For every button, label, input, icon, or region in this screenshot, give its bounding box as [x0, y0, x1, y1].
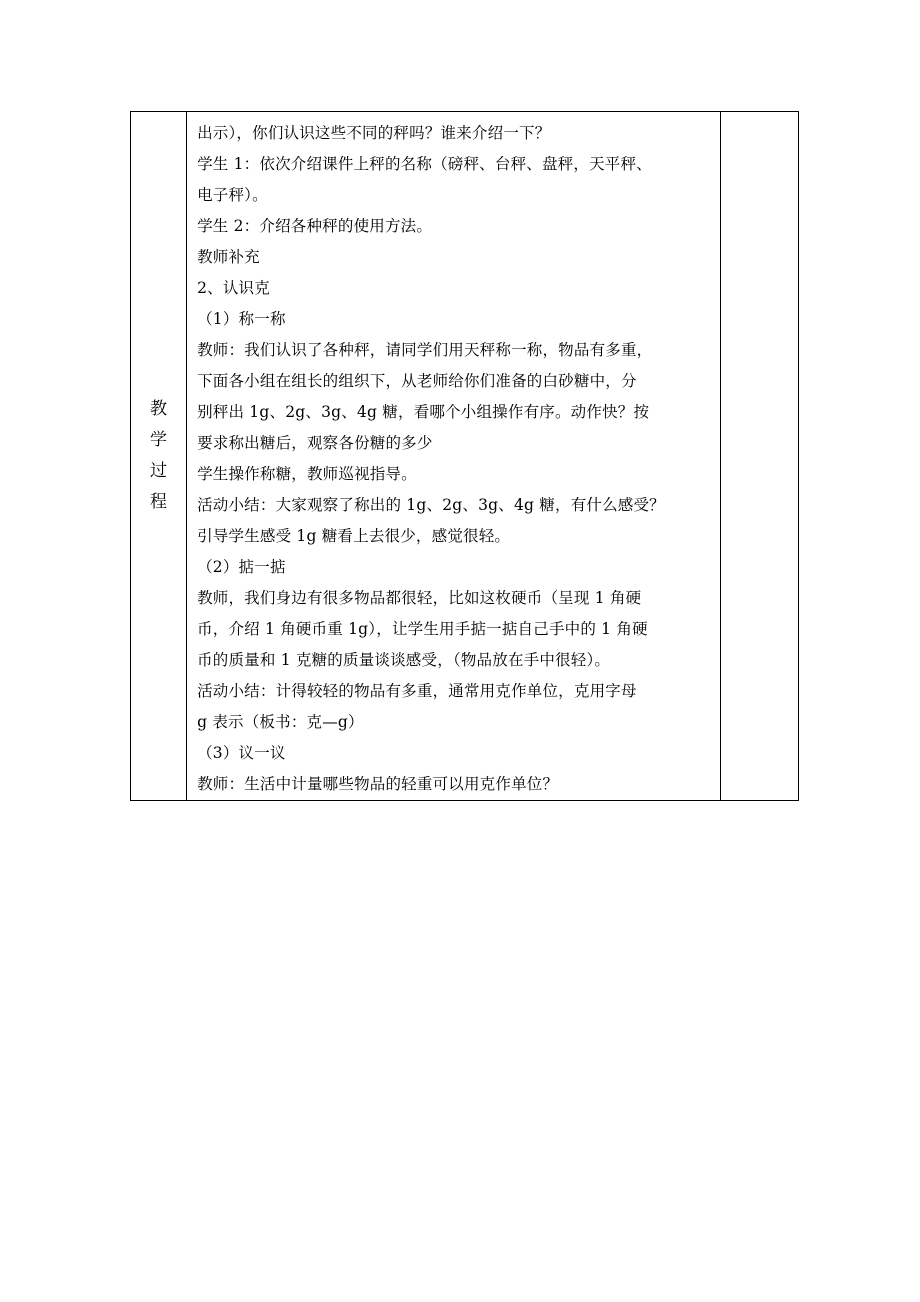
text-line: 活动小结：计得较轻的物品有多重，通常用克作单位，克用字母 [197, 682, 637, 700]
lesson-plan-table [130, 111, 799, 801]
text-line: g 表示（板书：克—g） [197, 713, 364, 731]
text-line: （3）议一议 [197, 744, 286, 762]
text-line: （2）掂一掂 [197, 558, 286, 576]
section-label-char: 过 [150, 461, 168, 481]
section-label-char: 学 [150, 430, 168, 450]
text-line: 教师：生活中计量哪些物品的轻重可以用克作单位？ [197, 775, 559, 793]
text-line: 2、认识克 [197, 279, 270, 297]
text-line: 学生 1：依次介绍课件上秤的名称（磅秤、台秤、盘秤，天平秤、 [197, 155, 652, 173]
text-line: 电子秤）。 [197, 186, 268, 204]
text-line: 教师：我们认识了各种秤，请同学们用天秤称一称，物品有多重， [197, 341, 653, 359]
text-line: 要求称出糖后，观察各份糖的多少 [197, 434, 433, 452]
text-line: 教师补充 [197, 248, 260, 266]
section-label-cell [131, 112, 187, 801]
table-row [131, 112, 799, 801]
text-line: 学生操作称糖，教师巡视指导。 [197, 465, 417, 483]
text-line: 活动小结：大家观察了称出的 1g、2g、3g、4g 糖，有什么感受？ [197, 496, 665, 514]
section-label-char: 程 [150, 492, 168, 512]
lesson-content-cell [187, 112, 721, 801]
text-line: 币，介绍 1 角硬币重 1g），让学生用手掂一掂自己手中的 1 角硬 [197, 620, 648, 638]
section-label-char: 教 [150, 399, 168, 419]
text-line: 出示），你们认识这些不同的秤吗？谁来介绍一下？ [197, 124, 551, 142]
notes-cell [720, 112, 798, 801]
text-line: 教师，我们身边有很多物品都很轻，比如这枚硬币（呈现 1 角硬 [197, 589, 642, 607]
text-line: 别秤出 1g、2g、3g、4g 糖，看哪个小组操作有序。动作快？按 [197, 403, 650, 421]
text-line: 下面各小组在组长的组织下，从老师给你们准备的白砂糖中，分 [197, 372, 637, 390]
text-line: 学生 2：介绍各种秤的使用方法。 [197, 217, 433, 235]
text-line: 引导学生感受 1g 糖看上去很少，感觉很轻。 [197, 527, 511, 545]
text-line: 币的质量和 1 克糖的质量谈谈感受，（物品放在手中很轻）。 [197, 651, 611, 669]
text-line: （1）称一称 [197, 310, 286, 328]
